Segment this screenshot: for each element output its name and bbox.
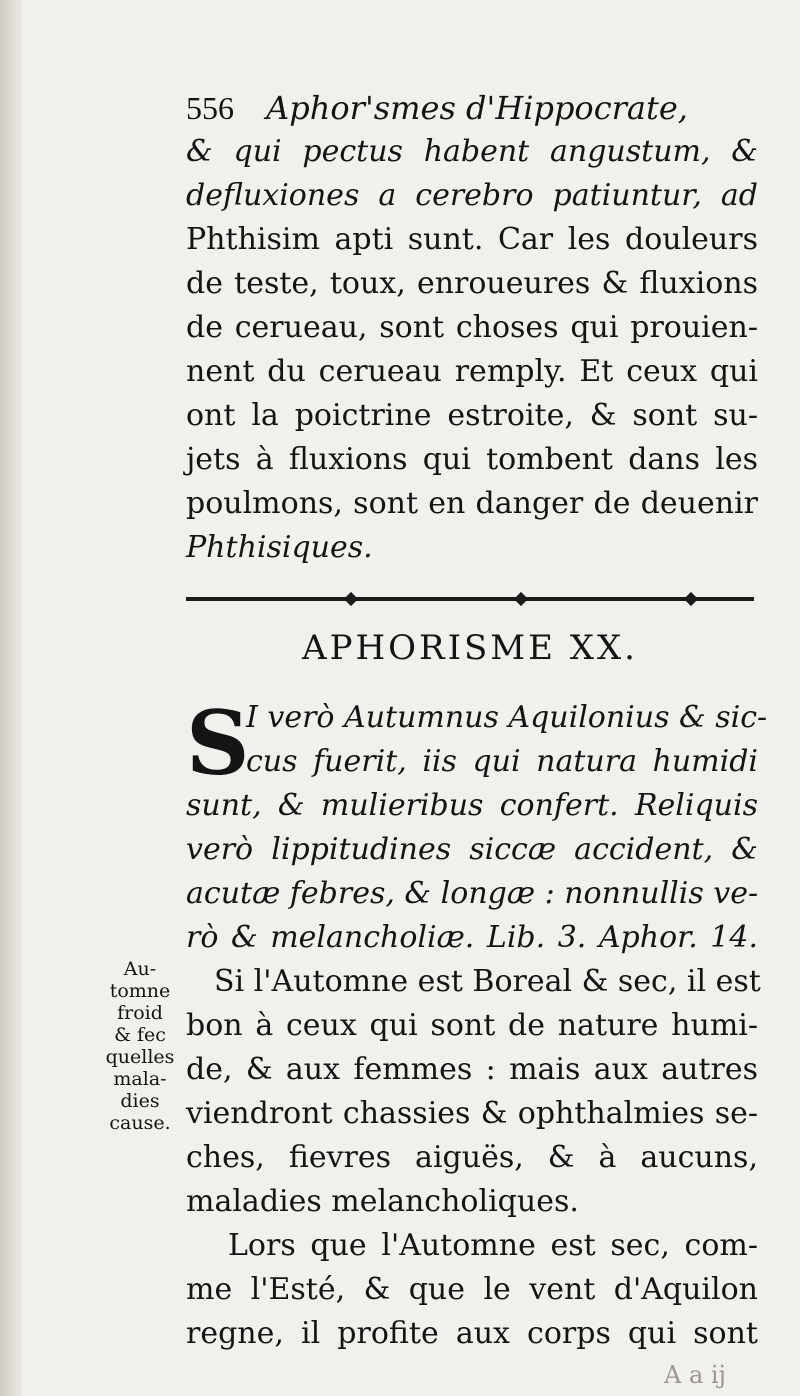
latin-line: verò lippitudines siccæ accident, & xyxy=(186,832,758,867)
text-line: ches, fievres aiguës, & à aucuns, xyxy=(186,1140,758,1175)
text-line: ont la poictrine estroite, & sont su- xyxy=(186,398,758,433)
text-line: de cerueau, sont choses qui prouien- xyxy=(186,310,758,345)
text-line: defluxiones a cerebro patiuntur, ad xyxy=(186,178,758,213)
text-line: de, & aux femmes : mais aux autres xyxy=(186,1052,758,1087)
rule-ornament xyxy=(514,592,528,606)
margin-note-line: quelles xyxy=(105,1046,175,1068)
rule-ornament xyxy=(684,592,698,606)
margin-note-line: cause. xyxy=(109,1112,171,1134)
text-line: nent du cerueau remply. Et ceux qui xyxy=(186,354,758,389)
text-line: bon à ceux qui sont de nature humi- xyxy=(186,1008,758,1043)
text-line: & qui pectus habent angustum, & xyxy=(186,134,758,169)
ornamental-rule xyxy=(186,594,754,604)
margin-note-line: & fec xyxy=(114,1024,166,1046)
aphorism-heading: APHORISME XX. xyxy=(302,628,638,668)
text-line: Lors que l'Automne est sec, com- xyxy=(228,1228,758,1263)
page-gutter-shadow xyxy=(0,0,22,1396)
text-line: Si l'Automne est Boreal & sec, il est xyxy=(214,964,761,999)
text-line: me l'Esté, & que le vent d'Aquilon xyxy=(186,1272,758,1307)
text-line: poulmons, sont en danger de deuenir xyxy=(186,486,758,521)
text-line: Phthisim apti sunt. Car les douleurs xyxy=(186,222,758,257)
latin-line: acutæ febres, & longæ : nonnullis ve- xyxy=(186,876,759,911)
text-line: regne, il profite aux corps qui sont xyxy=(186,1316,758,1351)
margin-note-line: Au- xyxy=(123,958,157,980)
text-line: de teste, toux, enroueures & fluxions xyxy=(186,266,758,301)
text-line: Phthisiques. xyxy=(186,530,373,565)
margin-note-line: mala- xyxy=(113,1068,167,1090)
latin-line: cus fuerit, iis qui natura humidi xyxy=(246,744,758,779)
drop-cap: S xyxy=(186,691,250,795)
page-number: 556 xyxy=(186,90,234,126)
text-line: maladies melancholiques. xyxy=(186,1184,579,1219)
catchword: A a ij xyxy=(663,1361,726,1389)
margin-note-line: dies xyxy=(120,1090,160,1112)
latin-line: rò & melancholiæ. Lib. 3. Aphor. 14. xyxy=(186,920,758,955)
text-line: viendront chassies & ophthalmies se- xyxy=(186,1096,758,1131)
latin-line: sunt, & mulieribus confert. Reliquis xyxy=(186,788,758,823)
latin-line: I verò Autumnus Aquilonius & sic- xyxy=(246,700,768,735)
margin-note-line: tomne xyxy=(109,980,171,1002)
rule-ornament xyxy=(344,592,358,606)
margin-note-line: froid xyxy=(117,1002,163,1024)
running-head xyxy=(186,86,756,130)
running-title: Aphor'smes d'Hippocrate, xyxy=(266,89,688,127)
text-line: jets à fluxions qui tombent dans les xyxy=(186,442,758,477)
rule-bar xyxy=(186,597,754,601)
